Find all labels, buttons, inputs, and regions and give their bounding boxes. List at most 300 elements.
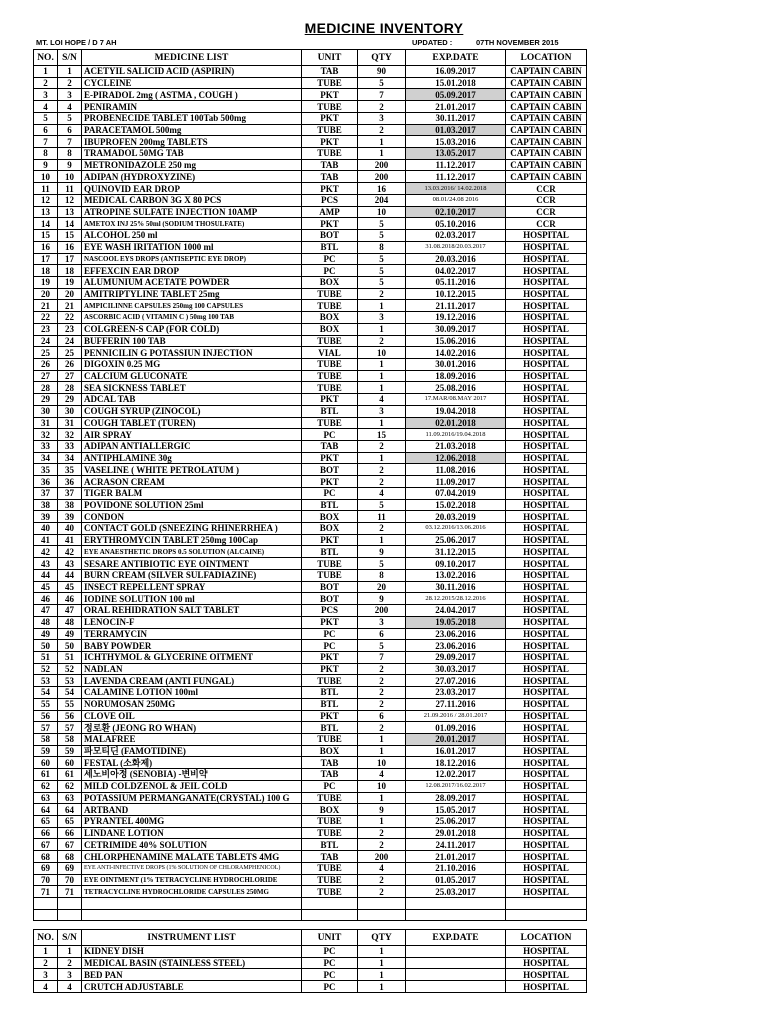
cell-expdate: 03.12.2016/13.06.2016	[406, 523, 506, 535]
col-no-header: NO.	[34, 930, 58, 946]
cell-unit: TAB	[302, 769, 358, 781]
cell-sn: 30	[58, 405, 82, 417]
cell-no: 1	[34, 66, 58, 78]
cell-location: HOSPITAL	[506, 605, 587, 617]
cell-name: ADIPAN (HYDROXYZINE)	[82, 171, 302, 183]
cell-unit: BTL	[302, 546, 358, 558]
cell-name: LAVENDA CREAM (ANTI FUNGAL)	[82, 675, 302, 687]
cell-qty: 10	[358, 206, 406, 218]
cell-sn: 10	[58, 171, 82, 183]
cell-no: 4	[34, 101, 58, 113]
cell-location: HOSPITAL	[506, 616, 587, 628]
table-row	[34, 957, 587, 969]
cell-sn: 66	[58, 827, 82, 839]
cell-qty: 4	[358, 769, 406, 781]
cell-no: 25	[34, 347, 58, 359]
cell-name: SEA SICKNESS TABLET	[82, 382, 302, 394]
cell-name: CALCIUM GLUCONATE	[82, 370, 302, 382]
cell-location: HOSPITAL	[506, 804, 587, 816]
cell-location: HOSPITAL	[506, 429, 587, 441]
cell-unit: BTL	[302, 405, 358, 417]
cell-no: 33	[34, 441, 58, 453]
cell-name: PENNICILIN G POTASSIUN INJECTION	[82, 347, 302, 359]
cell-location: HOSPITAL	[506, 969, 587, 981]
table-row	[34, 112, 587, 124]
cell-unit: PKT	[302, 616, 358, 628]
cell-sn: 3	[58, 969, 82, 981]
cell-expdate: 19.05.2018	[406, 616, 506, 628]
cell-name: MEDICAL CARBON 3G X 80 PCS	[82, 194, 302, 206]
cell-sn: 59	[58, 745, 82, 757]
cell-name: CYCLEINE	[82, 77, 302, 89]
table-row	[34, 804, 587, 816]
cell-qty: 1	[358, 816, 406, 828]
cell-name: NASCOOL EYS DROPS (ANTISEPTIC EYE DROP)	[82, 253, 302, 265]
cell-sn: 55	[58, 698, 82, 710]
cell-qty: 7	[358, 89, 406, 101]
cell-location: HOSPITAL	[506, 534, 587, 546]
cell-unit: BOX	[302, 323, 358, 335]
cell-qty: 204	[358, 194, 406, 206]
cell-unit: TUBE	[302, 417, 358, 429]
cell-expdate: 25.08.2016	[406, 382, 506, 394]
cell-location: HOSPITAL	[506, 957, 587, 969]
cell-unit: TUBE	[302, 569, 358, 581]
cell-sn: 71	[58, 886, 82, 898]
cell-sn: 2	[58, 957, 82, 969]
cell-sn: 69	[58, 862, 82, 874]
cell-location: HOSPITAL	[506, 230, 587, 242]
cell-location: CAPTAIN CABIN	[506, 77, 587, 89]
cell-qty: 200	[358, 605, 406, 617]
cell-location: HOSPITAL	[506, 476, 587, 488]
cell-sn: 63	[58, 792, 82, 804]
cell-qty: 1	[358, 136, 406, 148]
cell-location: HOSPITAL	[506, 253, 587, 265]
cell-no: 59	[34, 745, 58, 757]
cell-no: 39	[34, 511, 58, 523]
cell-sn: 37	[58, 487, 82, 499]
cell-expdate: 30.01.2016	[406, 358, 506, 370]
cell-name: VASELINE ( WHITE PETROLATUM )	[82, 464, 302, 476]
cell-no: 71	[34, 886, 58, 898]
table-row	[34, 124, 587, 136]
cell-unit: PC	[302, 981, 358, 993]
cell-expdate: 13.03.2016/ 14.02.2018	[406, 183, 506, 195]
cell-unit: TUBE	[302, 370, 358, 382]
cell-location: HOSPITAL	[506, 710, 587, 722]
table-row	[34, 792, 587, 804]
cell-unit: PKT	[302, 394, 358, 406]
table-row	[34, 534, 587, 546]
cell-location: HOSPITAL	[506, 628, 587, 640]
cell-location: HOSPITAL	[506, 862, 587, 874]
cell-qty: 200	[358, 171, 406, 183]
cell-expdate: 15.01.2018	[406, 77, 506, 89]
empty-cell	[506, 909, 587, 921]
col-instrument-list-header: INSTRUMENT LIST	[82, 930, 302, 946]
table-row	[34, 183, 587, 195]
cell-expdate: 27.11.2016	[406, 698, 506, 710]
table-row	[34, 218, 587, 230]
cell-qty: 1	[358, 323, 406, 335]
cell-name: ADIPAN ANTIALLERGIC	[82, 441, 302, 453]
cell-qty: 9	[358, 593, 406, 605]
cell-location: HOSPITAL	[506, 569, 587, 581]
cell-location: HOSPITAL	[506, 464, 587, 476]
table-row	[34, 616, 587, 628]
cell-qty: 15	[358, 429, 406, 441]
cell-location: CAPTAIN CABIN	[506, 66, 587, 78]
cell-qty: 2	[358, 722, 406, 734]
table-row	[34, 253, 587, 265]
cell-unit: PC	[302, 253, 358, 265]
cell-sn: 42	[58, 546, 82, 558]
table-row	[34, 323, 587, 335]
cell-location: HOSPITAL	[506, 382, 587, 394]
cell-name: COLGREEN-S CAP (FOR COLD)	[82, 323, 302, 335]
cell-qty: 2	[358, 101, 406, 113]
cell-no: 2	[34, 957, 58, 969]
cell-no: 46	[34, 593, 58, 605]
cell-sn: 51	[58, 651, 82, 663]
cell-location: HOSPITAL	[506, 312, 587, 324]
cell-location: HOSPITAL	[506, 323, 587, 335]
cell-sn: 16	[58, 241, 82, 253]
cell-sn: 8	[58, 148, 82, 160]
cell-qty: 2	[358, 874, 406, 886]
cell-location: HOSPITAL	[506, 370, 587, 382]
cell-qty: 5	[358, 499, 406, 511]
cell-unit: BOX	[302, 511, 358, 523]
cell-location: CAPTAIN CABIN	[506, 101, 587, 113]
cell-expdate: 11.08.2016	[406, 464, 506, 476]
table-row	[34, 394, 587, 406]
table-row	[34, 194, 587, 206]
table-row	[34, 946, 587, 958]
cell-name: EYE OINTMENT (1% TETRACYCLINE HYDROCHLORIDE	[82, 874, 302, 886]
cell-expdate: 08.01/24.08 2016	[406, 194, 506, 206]
cell-expdate: 29.01.2018	[406, 827, 506, 839]
cell-expdate: 11.09.2017	[406, 476, 506, 488]
cell-no: 45	[34, 581, 58, 593]
cell-unit: TUBE	[302, 886, 358, 898]
cell-name: METRONIDAZOLE 250 mg	[82, 159, 302, 171]
cell-location: HOSPITAL	[506, 733, 587, 745]
cell-qty: 5	[358, 230, 406, 242]
cell-sn: 5	[58, 112, 82, 124]
cell-sn: 28	[58, 382, 82, 394]
cell-location: HOSPITAL	[506, 487, 587, 499]
cell-unit: TAB	[302, 66, 358, 78]
cell-qty: 5	[358, 77, 406, 89]
cell-name: MEDICAL BASIN (STAINLESS STEEL)	[82, 957, 302, 969]
table-row	[34, 651, 587, 663]
cell-sn: 25	[58, 347, 82, 359]
cell-no: 50	[34, 640, 58, 652]
table-row	[34, 312, 587, 324]
cell-location: HOSPITAL	[506, 757, 587, 769]
cell-no: 5	[34, 112, 58, 124]
cell-unit: PCS	[302, 194, 358, 206]
cell-name: TERRAMYCIN	[82, 628, 302, 640]
cell-location: HOSPITAL	[506, 827, 587, 839]
cell-unit: BOX	[302, 804, 358, 816]
cell-qty: 1	[358, 300, 406, 312]
cell-expdate: 04.02.2017	[406, 265, 506, 277]
cell-unit: BOX	[302, 523, 358, 535]
cell-no: 51	[34, 651, 58, 663]
table-row	[34, 89, 587, 101]
cell-sn: 6	[58, 124, 82, 136]
cell-no: 22	[34, 312, 58, 324]
empty-cell	[506, 898, 587, 910]
cell-unit: PKT	[302, 710, 358, 722]
cell-no: 52	[34, 663, 58, 675]
cell-sn: 40	[58, 523, 82, 535]
cell-no: 62	[34, 780, 58, 792]
instrument-table	[33, 929, 587, 993]
cell-name: COUGH TABLET (TUREN)	[82, 417, 302, 429]
cell-name: ARTBAND	[82, 804, 302, 816]
cell-sn: 13	[58, 206, 82, 218]
cell-expdate: 25.06.2017	[406, 534, 506, 546]
cell-unit: PC	[302, 780, 358, 792]
cell-unit: BTL	[302, 839, 358, 851]
cell-unit: PCS	[302, 605, 358, 617]
cell-sn: 11	[58, 183, 82, 195]
cell-location: HOSPITAL	[506, 499, 587, 511]
cell-qty: 1	[358, 534, 406, 546]
cell-no: 15	[34, 230, 58, 242]
cell-unit: TUBE	[302, 300, 358, 312]
table-row	[34, 159, 587, 171]
cell-unit: BOX	[302, 745, 358, 757]
cell-unit: PC	[302, 628, 358, 640]
cell-unit: TUBE	[302, 827, 358, 839]
cell-sn: 60	[58, 757, 82, 769]
cell-no: 16	[34, 241, 58, 253]
cell-name: 정로환 (JEONG RO WHAN)	[82, 722, 302, 734]
cell-sn: 58	[58, 733, 82, 745]
cell-location: HOSPITAL	[506, 769, 587, 781]
cell-qty: 200	[358, 159, 406, 171]
cell-name: ICHTHYMOL & GLYCERINE OITMENT	[82, 651, 302, 663]
cell-expdate: 16.01.2017	[406, 745, 506, 757]
cell-location: HOSPITAL	[506, 441, 587, 453]
cell-qty: 11	[358, 511, 406, 523]
col-unit-header: UNIT	[302, 50, 358, 66]
cell-no: 14	[34, 218, 58, 230]
table-row	[34, 969, 587, 981]
cell-expdate: 31.12.2015	[406, 546, 506, 558]
cell-no: 36	[34, 476, 58, 488]
cell-unit: TUBE	[302, 675, 358, 687]
cell-name: ADCAL TAB	[82, 394, 302, 406]
cell-sn: 18	[58, 265, 82, 277]
table-row	[34, 66, 587, 78]
cell-qty: 8	[358, 241, 406, 253]
cell-expdate: 31.08.2018/20.03.2017	[406, 241, 506, 253]
cell-qty: 1	[358, 452, 406, 464]
table-row	[34, 511, 587, 523]
cell-sn: 43	[58, 558, 82, 570]
cell-name: CRUTCH ADJUSTABLE	[82, 981, 302, 993]
cell-no: 24	[34, 335, 58, 347]
cell-qty: 1	[358, 382, 406, 394]
cell-name: KIDNEY DISH	[82, 946, 302, 958]
cell-qty: 2	[358, 675, 406, 687]
cell-expdate: 15.02.2018	[406, 499, 506, 511]
cell-expdate: 11.09.2016/19.04.2018	[406, 429, 506, 441]
cell-unit: TAB	[302, 757, 358, 769]
cell-qty: 2	[358, 886, 406, 898]
cell-expdate: 23.06.2016	[406, 640, 506, 652]
cell-no: 2	[34, 77, 58, 89]
cell-no: 42	[34, 546, 58, 558]
cell-location: HOSPITAL	[506, 405, 587, 417]
cell-unit: PC	[302, 640, 358, 652]
table-row	[34, 300, 587, 312]
cell-name: INSECT REPELLENT SPRAY	[82, 581, 302, 593]
cell-qty: 2	[358, 827, 406, 839]
cell-unit: VIAL	[302, 347, 358, 359]
cell-no: 3	[34, 89, 58, 101]
cell-no: 57	[34, 722, 58, 734]
cell-location: HOSPITAL	[506, 698, 587, 710]
cell-name: AMPICILINNE CAPSULES 250mg 100 CAPSULES	[82, 300, 302, 312]
cell-unit: TUBE	[302, 733, 358, 745]
cell-no: 1	[34, 946, 58, 958]
cell-qty: 5	[358, 218, 406, 230]
table-row	[34, 710, 587, 722]
cell-unit: PKT	[302, 218, 358, 230]
table-row	[34, 148, 587, 160]
cell-expdate: 13.02.2016	[406, 569, 506, 581]
cell-name: CLOVE OIL	[82, 710, 302, 722]
cell-unit: PC	[302, 946, 358, 958]
cell-qty: 3	[358, 112, 406, 124]
cell-no: 44	[34, 569, 58, 581]
col-qty-header: QTY	[358, 930, 406, 946]
table-row	[34, 523, 587, 535]
empty-cell	[406, 909, 506, 921]
empty-cell	[34, 898, 58, 910]
cell-sn: 41	[58, 534, 82, 546]
cell-sn: 27	[58, 370, 82, 382]
cell-sn: 39	[58, 511, 82, 523]
cell-no: 49	[34, 628, 58, 640]
cell-no: 17	[34, 253, 58, 265]
cell-sn: 38	[58, 499, 82, 511]
cell-no: 40	[34, 523, 58, 535]
cell-location: HOSPITAL	[506, 640, 587, 652]
cell-location: CAPTAIN CABIN	[506, 124, 587, 136]
cell-no: 54	[34, 687, 58, 699]
cell-location: HOSPITAL	[506, 687, 587, 699]
table-row	[34, 886, 587, 898]
cell-no: 64	[34, 804, 58, 816]
cell-expdate: 05.09.2017	[406, 89, 506, 101]
cell-expdate: 15.06.2016	[406, 335, 506, 347]
cell-sn: 65	[58, 816, 82, 828]
cell-sn: 54	[58, 687, 82, 699]
cell-unit: PKT	[302, 534, 358, 546]
cell-no: 18	[34, 265, 58, 277]
cell-expdate: 02.10.2017	[406, 206, 506, 218]
cell-location: HOSPITAL	[506, 511, 587, 523]
cell-unit: TUBE	[302, 335, 358, 347]
table-row	[34, 452, 587, 464]
cell-name: ACETYIL SALICID ACID (ASPIRIN)	[82, 66, 302, 78]
cell-location: HOSPITAL	[506, 523, 587, 535]
table-row	[34, 487, 587, 499]
cell-no: 32	[34, 429, 58, 441]
table-row	[34, 558, 587, 570]
cell-sn: 70	[58, 874, 82, 886]
cell-qty: 1	[358, 417, 406, 429]
cell-qty: 20	[358, 581, 406, 593]
cell-unit: PC	[302, 429, 358, 441]
cell-sn: 57	[58, 722, 82, 734]
cell-qty: 1	[358, 792, 406, 804]
cell-qty: 7	[358, 651, 406, 663]
cell-no: 6	[34, 124, 58, 136]
cell-unit: PKT	[302, 651, 358, 663]
table-row	[34, 358, 587, 370]
cell-name: BED PAN	[82, 969, 302, 981]
cell-no: 30	[34, 405, 58, 417]
cell-qty: 3	[358, 616, 406, 628]
table-row	[34, 769, 587, 781]
table-row	[34, 628, 587, 640]
table-row	[34, 136, 587, 148]
cell-unit: AMP	[302, 206, 358, 218]
cell-unit: PKT	[302, 89, 358, 101]
cell-location: HOSPITAL	[506, 981, 587, 993]
cell-expdate	[406, 969, 506, 981]
cell-name: PYRANTEL 400MG	[82, 816, 302, 828]
cell-sn: 4	[58, 981, 82, 993]
cell-name: EYE WASH IRITATION 1000 ml	[82, 241, 302, 253]
cell-location: HOSPITAL	[506, 288, 587, 300]
cell-name: COUGH SYRUP (ZINOCOL)	[82, 405, 302, 417]
cell-qty: 5	[358, 265, 406, 277]
table-row	[34, 464, 587, 476]
cell-qty: 10	[358, 347, 406, 359]
empty-cell	[58, 909, 82, 921]
cell-qty: 4	[358, 862, 406, 874]
cell-sn: 17	[58, 253, 82, 265]
cell-qty: 5	[358, 640, 406, 652]
cell-unit: BTL	[302, 241, 358, 253]
cell-no: 48	[34, 616, 58, 628]
cell-unit: TAB	[302, 441, 358, 453]
cell-unit: PC	[302, 487, 358, 499]
cell-qty: 3	[358, 405, 406, 417]
cell-sn: 19	[58, 276, 82, 288]
cell-location: HOSPITAL	[506, 347, 587, 359]
table-row	[34, 265, 587, 277]
cell-unit: TAB	[302, 171, 358, 183]
cell-unit: TUBE	[302, 382, 358, 394]
cell-qty: 6	[358, 710, 406, 722]
cell-no: 4	[34, 981, 58, 993]
table-row	[34, 476, 587, 488]
table-row	[34, 757, 587, 769]
cell-location: HOSPITAL	[506, 651, 587, 663]
cell-unit: BOT	[302, 464, 358, 476]
